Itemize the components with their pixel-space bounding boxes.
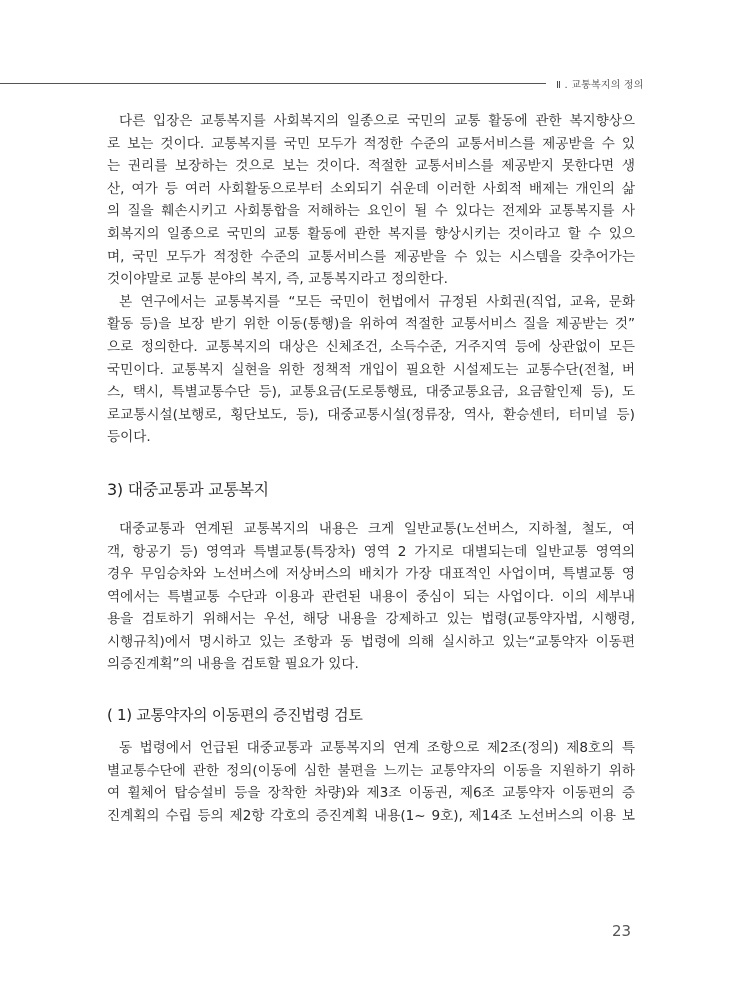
paragraph-line: 며, 국민 모두가 적정한 수준의 교통서비스를 제공받을 수 있는 시스템을 갖추어가는 (107, 248, 635, 265)
header-rule (0, 83, 546, 84)
paragraph-line: 별교통수단에 관한 정의(이동에 심한 불편을 느끼는 교통약자의 이동을 지원하기 위하 (107, 762, 635, 779)
page-content (107, 110, 635, 827)
paragraph-line: 여 휠체어 탑승설비 등을 장착한 차량)와 제3조 이동권, 제6조 교통약자 이동편의 증 (107, 785, 635, 802)
paragraph-line: 회복지의 일종으로 국민의 교통 활동에 관한 복지를 향상시키는 것이라고 할 수 있으 (107, 225, 635, 242)
paragraph-line: 본 연구에서는 교통복지를 “모든 국민이 헌법에서 규정된 사회권(직업, 교육, 문화 (119, 293, 635, 310)
paragraph-line: 으로 정의한다. 교통복지의 대상은 신체조건, 소득수준, 거주지역 등에 상관없이 모든 (107, 338, 635, 355)
paragraph-line: 스, 택시, 특별교통수단 등), 교통요금(도로통행료, 대중교통요금, 요금할인제 등), 도 (107, 384, 635, 401)
running-head: Ⅱ . 교통복지의 정의 (556, 80, 644, 91)
paragraph-line: 의 질을 훼손시키고 사회통합을 저해하는 요인이 될 수 있다는 전제와 교통복지를 사 (107, 203, 635, 220)
paragraph-line: 등이다. (107, 429, 151, 446)
paragraph-line: 국민이다. 교통복지 실현을 위한 정책적 개입이 필요한 시설제도는 교통수단(전철, 버 (107, 361, 635, 378)
paragraph-line: 객, 항공기 등) 영역과 특별교통(특장차) 영역 2 가지로 대별되는데 일반교통 영역의 (107, 543, 635, 560)
section-heading: 3) 대중교통과 교통복지 (107, 479, 269, 499)
page-number: 23 (612, 922, 632, 940)
paragraph-4 (107, 737, 635, 827)
paragraph-line: 대중교통과 연계된 교통복지의 내용은 크게 일반교통(노선버스, 지하철, 철도, 여 (119, 520, 635, 537)
paragraph-line: 로 보는 것이다. 교통복지를 국민 모두가 적정한 수준의 교통서비스를 제공받을 수 있 (107, 135, 635, 152)
paragraph-line: 다른 입장은 교통복지를 사회복지의 일종으로 국민의 교통 활동에 관한 복지향상으 (119, 113, 635, 129)
paragraph-1 (107, 110, 635, 291)
paragraph-line: 역에서는 특별교통 수단과 이용과 관련된 내용이 중심이 되는 사업이다. 이의 세부내 (107, 588, 635, 605)
paragraph-line: 경우 무임승차와 노선버스에 저상버스의 배치가 가장 대표적인 사업이며, 특별교통 영 (107, 566, 635, 583)
paragraph-line: 는 권리를 보장하는 것으로 보는 것이다. 적절한 교통서비스를 제공받지 못한다면 생 (107, 158, 635, 175)
paragraph-line: 것이야말로 교통 분야의 복지, 즉, 교통복지라고 정의한다. (107, 271, 448, 288)
paragraph-3 (107, 518, 635, 676)
paragraph-line: 로교통시설(보행로, 횡단보도, 등), 대중교통시설(정류장, 역사, 환승센터, 터미널 등) (107, 406, 635, 423)
subsection-heading: ( 1) 교통약자의 이동편의 증진법령 검토 (107, 706, 363, 725)
paragraph-line: 진계획의 수립 등의 제2항 각호의 증진계획 내용(1~ 9호), 제14조 노선버스의 이용 보 (107, 807, 635, 824)
paragraph-line: 용을 검토하기 위해서는 우선, 해당 내용을 강제하고 있는 법령(교통약자법, 시행령, (107, 611, 635, 628)
paragraph-line: 시행규칙)에서 명시하고 있는 조항과 동 법령에 의해 실시하고 있는“교통약자 이동편 (107, 633, 635, 650)
paragraph-2 (107, 291, 635, 449)
paragraph-line: 산, 여가 등 여러 사회활동으로부터 소외되기 쉬운데 이러한 사회적 배제는 개인의 삶 (107, 180, 635, 197)
paragraph-line: 의증진계획”의 내용을 검토할 필요가 있다. (107, 656, 359, 673)
paragraph-line: 동 법령에서 언급된 대중교통과 교통복지의 연계 조항으로 제2조(정의) 제8호의 특 (119, 740, 635, 757)
paragraph-line: 활동 등)을 보장 받기 위한 이동(통행)을 위하여 적절한 교통서비스 질을 제공받는 것” (107, 316, 635, 333)
